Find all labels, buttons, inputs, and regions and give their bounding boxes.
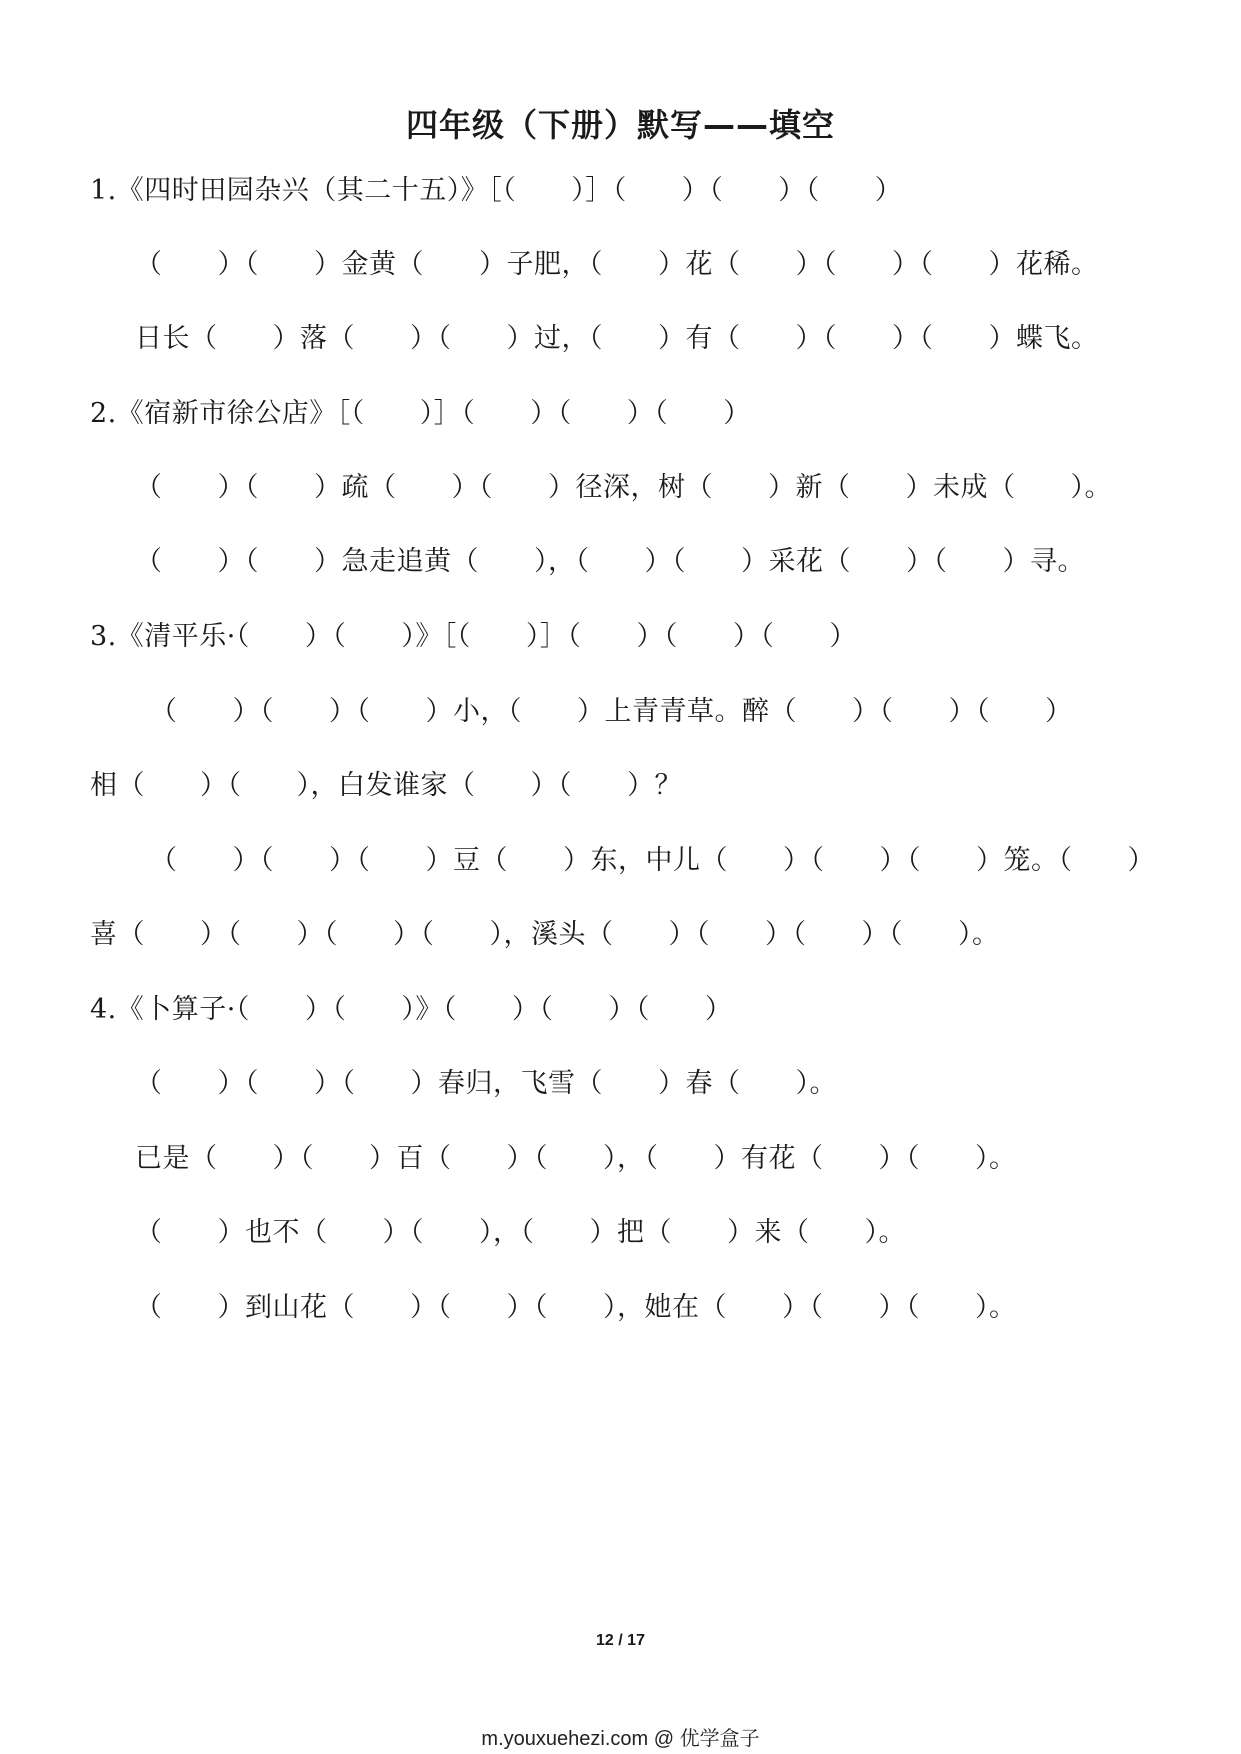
question-4-line-3: （ ）也不（ ）（ ），（ ）把（ ）来（ ）。: [135, 1217, 906, 1248]
question-1-line-2: 日长（ ）落（ ）（ ）过，（ ）有（ ）（ ）（ ）蝶飞。: [135, 323, 1099, 354]
question-2-line-2: （ ）（ ）急走追黄（ ），（ ）（ ）采花（ ）（ ）寻。: [135, 546, 1085, 577]
question-3-line-2: 相（ ）（ ），白发谁家（ ）（ ）？: [90, 770, 682, 801]
question-4-heading: 4.《卜算子·（ ）（ ）》（ ）（ ）（ ）: [90, 994, 733, 1025]
question-3-line-3: （ ）（ ）（ ）豆（ ）东，中儿（ ）（ ）（ ）笼。（ ）: [150, 845, 1155, 876]
question-3-heading: 3.《清平乐·（ ）（ ）》［（ ）］（ ）（ ）（ ）: [90, 621, 857, 652]
question-1-heading: 1.《四时田园杂兴（其二十五）》［（ ）］（ ）（ ）（ ）: [90, 175, 903, 206]
question-1-line-1: （ ）（ ）金黄（ ）子肥，（ ）花（ ）（ ）（ ）花稀。: [135, 249, 1099, 280]
question-4-line-4: （ ）到山花（ ）（ ）（ ），她在（ ）（ ）（ ）。: [135, 1292, 1017, 1323]
question-3-line-4: 喜（ ）（ ）（ ）（ ），溪头（ ）（ ）（ ）（ ）。: [90, 919, 1000, 950]
page-number: 12 / 17: [596, 1632, 645, 1649]
footer-watermark: m.youxuehezi.com @ 优学盒子: [481, 1728, 760, 1750]
page-title: 四年级（下册）默写——填空: [405, 106, 835, 144]
question-4-line-2: 已是（ ）（ ）百（ ）（ ），（ ）有花（ ）（ ）。: [135, 1143, 1017, 1174]
question-3-line-1: （ ）（ ）（ ）小，（ ）上青青草。醉（ ）（ ）（ ）: [150, 696, 1073, 727]
question-4-line-1: （ ）（ ）（ ）春归，飞雪（ ）春（ ）。: [135, 1068, 837, 1099]
question-2-heading: 2.《宿新市徐公店》［（ ）］（ ）（ ）（ ）: [90, 398, 751, 429]
question-2-line-1: （ ）（ ）疏（ ）（ ）径深，树（ ）新（ ）未成（ ）。: [135, 472, 1112, 503]
